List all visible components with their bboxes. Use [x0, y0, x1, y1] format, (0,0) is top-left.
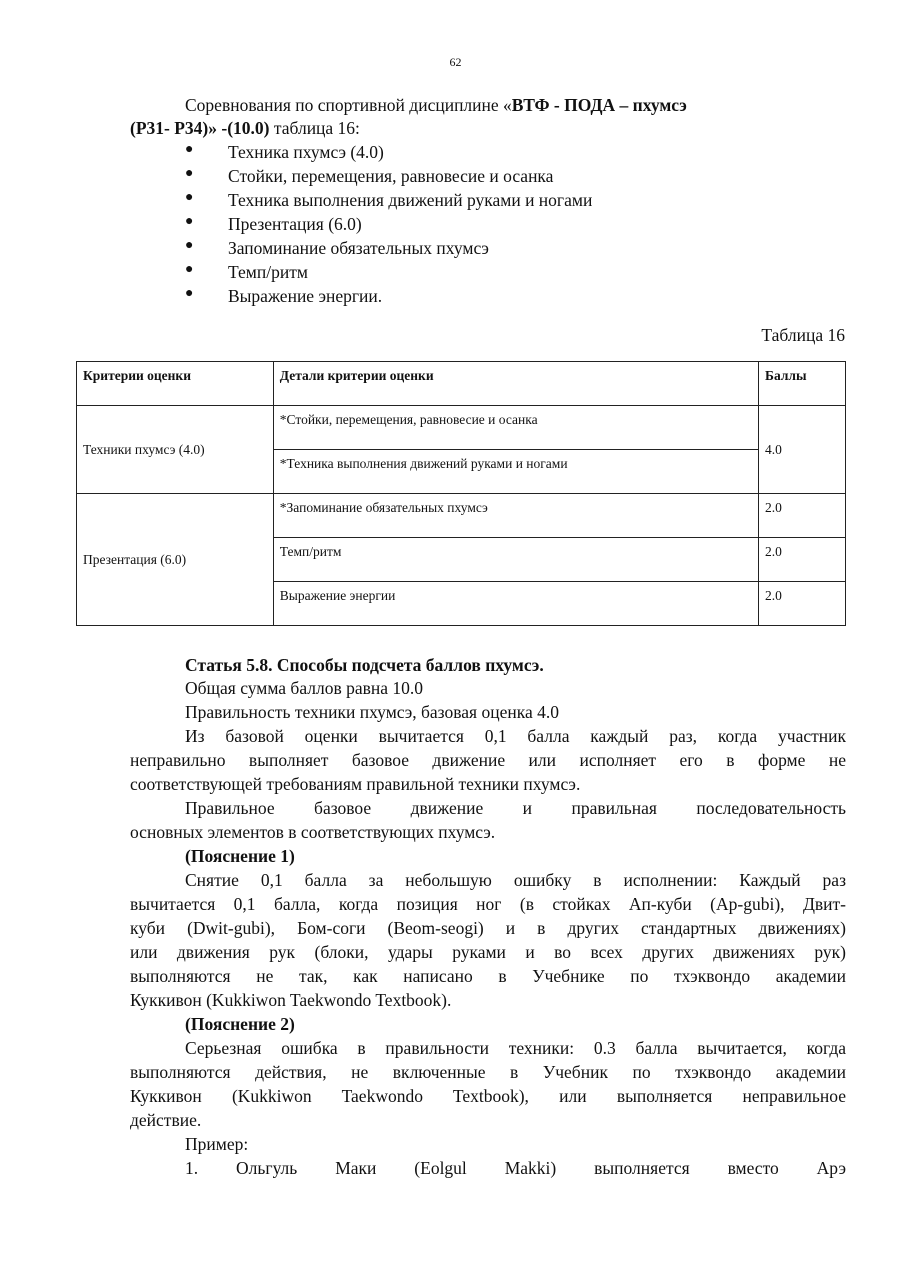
table-row — [77, 406, 846, 450]
example-item: 1. Ольгуль Маки (Eolgul Makki) выполняется вместо Арэ — [185, 1158, 846, 1178]
bullet-icon: ● — [185, 238, 194, 253]
bullet-icon: ● — [185, 262, 194, 277]
paragraph-line: Снятие 0,1 балла за небольшую ошибку в исполнении: Каждый раз — [185, 870, 846, 890]
note1-heading: (Пояснение 1) — [185, 846, 295, 866]
table-caption: Таблица 16 — [761, 325, 845, 345]
paragraph-line: действие. — [130, 1110, 202, 1130]
criteria-table — [76, 361, 846, 626]
table-row — [77, 494, 846, 538]
score-cell: 2.0 — [759, 538, 846, 582]
header-details: Детали критерии оценки — [273, 362, 758, 406]
bullet-item: ● Темп/ритм — [185, 262, 308, 282]
bullet-item: ● Техника выполнения движений руками и ногами — [185, 190, 593, 210]
detail-cell: *Стойки, перемещения, равновесие и осанка — [273, 406, 758, 450]
criterion-cell: Презентация (6.0) — [77, 494, 274, 626]
bullet-item: ● Стойки, перемещения, равновесие и осанка — [185, 166, 554, 186]
bullet-icon: ● — [185, 286, 194, 301]
paragraph-line: Правильное базовое движение и правильная последовательность — [185, 798, 846, 818]
paragraph-line: Серьезная ошибка в правильности техники: 0.3 балла вычитается, когда — [185, 1038, 846, 1058]
detail-cell: *Техника выполнения движений руками и ногами — [273, 450, 758, 494]
score-cell: 4.0 — [759, 406, 846, 494]
paragraph-line: соответствующей требованиям правильной техники пхумсэ. — [130, 774, 581, 794]
intro-line-2 — [130, 118, 360, 139]
intro-discipline: ВТФ - ПОДА – пхумсэ — [511, 95, 687, 115]
article-total: Общая сумма баллов равна 10.0 — [185, 678, 424, 698]
intro-table-ref: таблица 16: — [269, 118, 360, 138]
header-criteria: Критерии оценки — [77, 362, 274, 406]
paragraph-line: Куккивон (Kukkiwon Taekwondo Textbook), или выполняется неправильное — [130, 1086, 846, 1106]
detail-cell: Темп/ритм — [273, 538, 758, 582]
article-heading: Статья 5.8. Способы подсчета баллов пхумсэ. — [185, 655, 544, 675]
example-label: Пример: — [185, 1134, 249, 1154]
paragraph-line: неправильно выполняет базовое движение или исполняет его в форме не — [130, 750, 846, 770]
paragraph-line: куби (Dwit-gubi), Бом-соги (Beom-seogi) и в других стандартных движениях) — [130, 918, 846, 938]
detail-cell: *Запоминание обязательных пхумсэ — [273, 494, 758, 538]
bullet-icon: ● — [185, 190, 194, 205]
paragraph-line: основных элементов в соответствующих пхумсэ. — [130, 822, 496, 842]
bullet-icon: ● — [185, 166, 194, 181]
header-score: Баллы — [759, 362, 846, 406]
paragraph-line: или движения рук (блоки, удары руками и во всех других движениях рук) — [130, 942, 846, 962]
criteria-bullet-list — [185, 142, 828, 322]
paragraph-line: выполняются действия, не включенные в Учебник по тхэквондо академии — [130, 1062, 846, 1082]
paragraph-line: Куккивон (Kukkiwon Taekwondo Textbook). — [130, 990, 452, 1010]
paragraph-line: выполняются не так, как написано в Учебнике по тхэквондо академии — [130, 966, 846, 986]
intro-codes: (P31- P34)» -(10.0) — [130, 118, 270, 138]
criterion-cell: Техники пхумсэ (4.0) — [77, 406, 274, 494]
page-number: 62 — [449, 55, 462, 69]
bullet-item: ● Запоминание обязательных пхумсэ — [185, 238, 489, 258]
table-header-row — [77, 362, 846, 406]
bullet-item: ● Техника пхумсэ (4.0) — [185, 142, 384, 162]
bullet-item: ● Презентация (6.0) — [185, 214, 362, 234]
bullet-icon: ● — [185, 214, 194, 229]
paragraph-line: Из базовой оценки вычитается 0,1 балла каждый раз, когда участник — [185, 726, 846, 746]
note2-heading: (Пояснение 2) — [185, 1014, 295, 1034]
intro-prefix: Соревнования по спортивной дисциплине « — [185, 95, 512, 115]
score-cell: 2.0 — [759, 582, 846, 626]
detail-cell: Выражение энергии — [273, 582, 758, 626]
bullet-item: ● Выражение энергии. — [185, 286, 383, 306]
score-cell: 2.0 — [759, 494, 846, 538]
intro-line-1 — [185, 95, 687, 116]
paragraph-line: вычитается 0,1 балла, когда позиция ног (в стойках Ап-куби (Ap-gubi), Двит- — [130, 894, 846, 914]
bullet-icon: ● — [185, 142, 194, 157]
article-base: Правильность техники пхумсэ, базовая оценка 4.0 — [185, 702, 559, 722]
